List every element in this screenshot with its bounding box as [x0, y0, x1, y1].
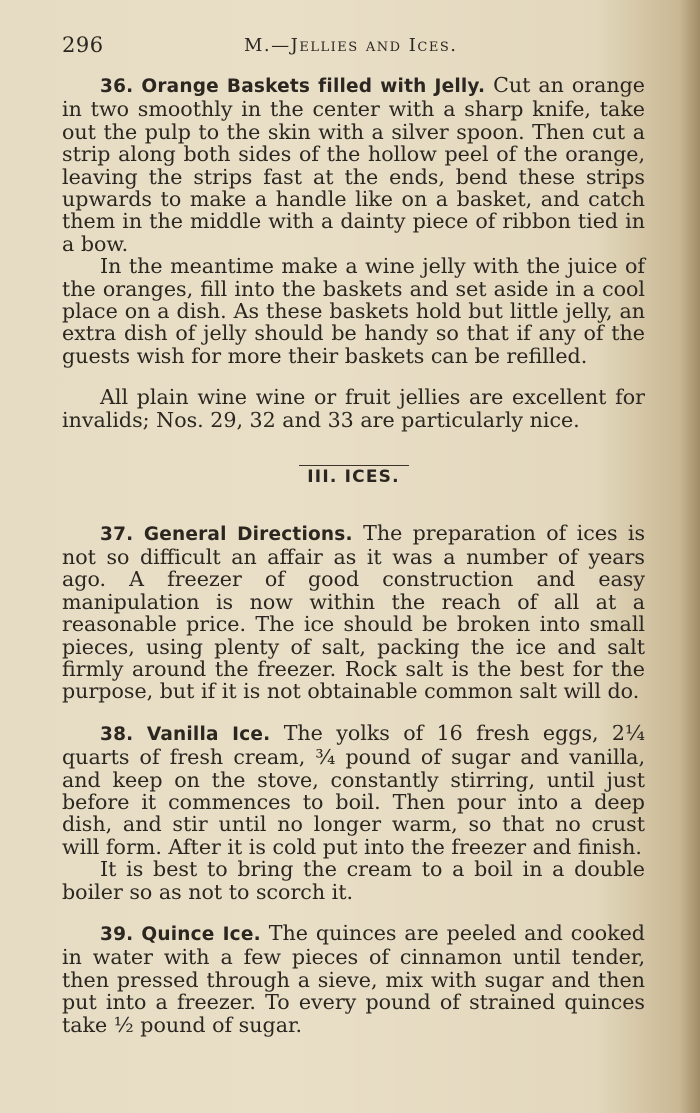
- recipe-37-paragraph-1: The preparation of ices is not so difficult an affair as it was a number of years ago. A freezer of good construction and easy manipulation is now within the reach of all at a reasonable price. The ice should be broken into small pieces, using plenty of salt, packing the ice and salt firmly around the freezer. Rock salt is the best for the purpose, but if it is not obtainable common salt will do.: [62, 520, 646, 704]
- jellies-note: All plain wine wine or fruit jellies are excellent for invalids; Nos. 29, 32 and 33 are particularly nice.: [62, 385, 645, 432]
- recipe-title: Vanilla Ice.: [146, 723, 271, 745]
- page-body: [62, 74, 645, 1036]
- recipe-38-paragraph-2: It is best to bring the cream to a boil in a double boiler so as not to scorch it.: [62, 857, 645, 904]
- recipe-38-heading: [100, 724, 270, 745]
- recipe-36-intro: [62, 74, 645, 255]
- recipe-number: 37.: [100, 523, 134, 545]
- page-header: [62, 33, 642, 63]
- recipe-39-intro: [62, 922, 645, 1036]
- recipe-number: 36.: [100, 76, 134, 97]
- recipe-36-paragraph-2: In the meantime make a wine jelly with the juice of the oranges, fill into the baskets and set aside in a cool place on a dish. As these baskets hold but little jelly, an extra dish of jelly should be handy so that if any of the guests wish for more their baskets can be refilled.: [62, 254, 645, 368]
- recipe-title: Orange Baskets filled with Jelly.: [141, 76, 486, 97]
- recipe-38-paragraph-1: The yolks of 16 fresh eggs, 2¼ quarts of fresh cream, ¾ pound of sugar and vanilla, and keep on the stove, constantly stirring, until just before it commences to boil. Then pour into a deep dish, and stir until no longer warm, so that no crust will form. After it is cold put into the freezer and finish.: [62, 720, 645, 859]
- recipe-36-heading: [100, 76, 485, 97]
- recipe-title: Quince Ice.: [141, 924, 261, 945]
- recipe-39-paragraph-1: The quinces are peeled and cooked in water with a few pieces of cinnamon until tender, then pressed through a sieve, mix with sugar and then put into a freezer. To every pound of strained quinces take ½ pound of sugar.: [62, 921, 645, 1037]
- running-head: M.—Jellies and Ices.: [244, 35, 458, 56]
- recipe-37-intro: [62, 522, 645, 703]
- recipe-39-heading: [100, 924, 261, 945]
- recipe-number: 38.: [100, 723, 134, 745]
- recipe-38-intro: [62, 722, 645, 858]
- page-number: 296: [62, 33, 104, 57]
- section-title: III. ICES.: [307, 467, 400, 488]
- recipe-37-heading: [100, 524, 353, 545]
- recipe-36-paragraph-1: Cut an orange in two smoothly in the center with a sharp knife, take out the pulp to the skin with a silver spoon. Then cut a strip along both sides of the hollow peel of the orange, leaving the strips fast at the ends, bend these strips upwards to make a handle like on a basket, and catch them in the middle with a dainty piece of ribbon tied in a bow.: [62, 73, 645, 256]
- recipe-number: 39.: [100, 924, 134, 945]
- recipe-title: General Directions.: [143, 523, 353, 545]
